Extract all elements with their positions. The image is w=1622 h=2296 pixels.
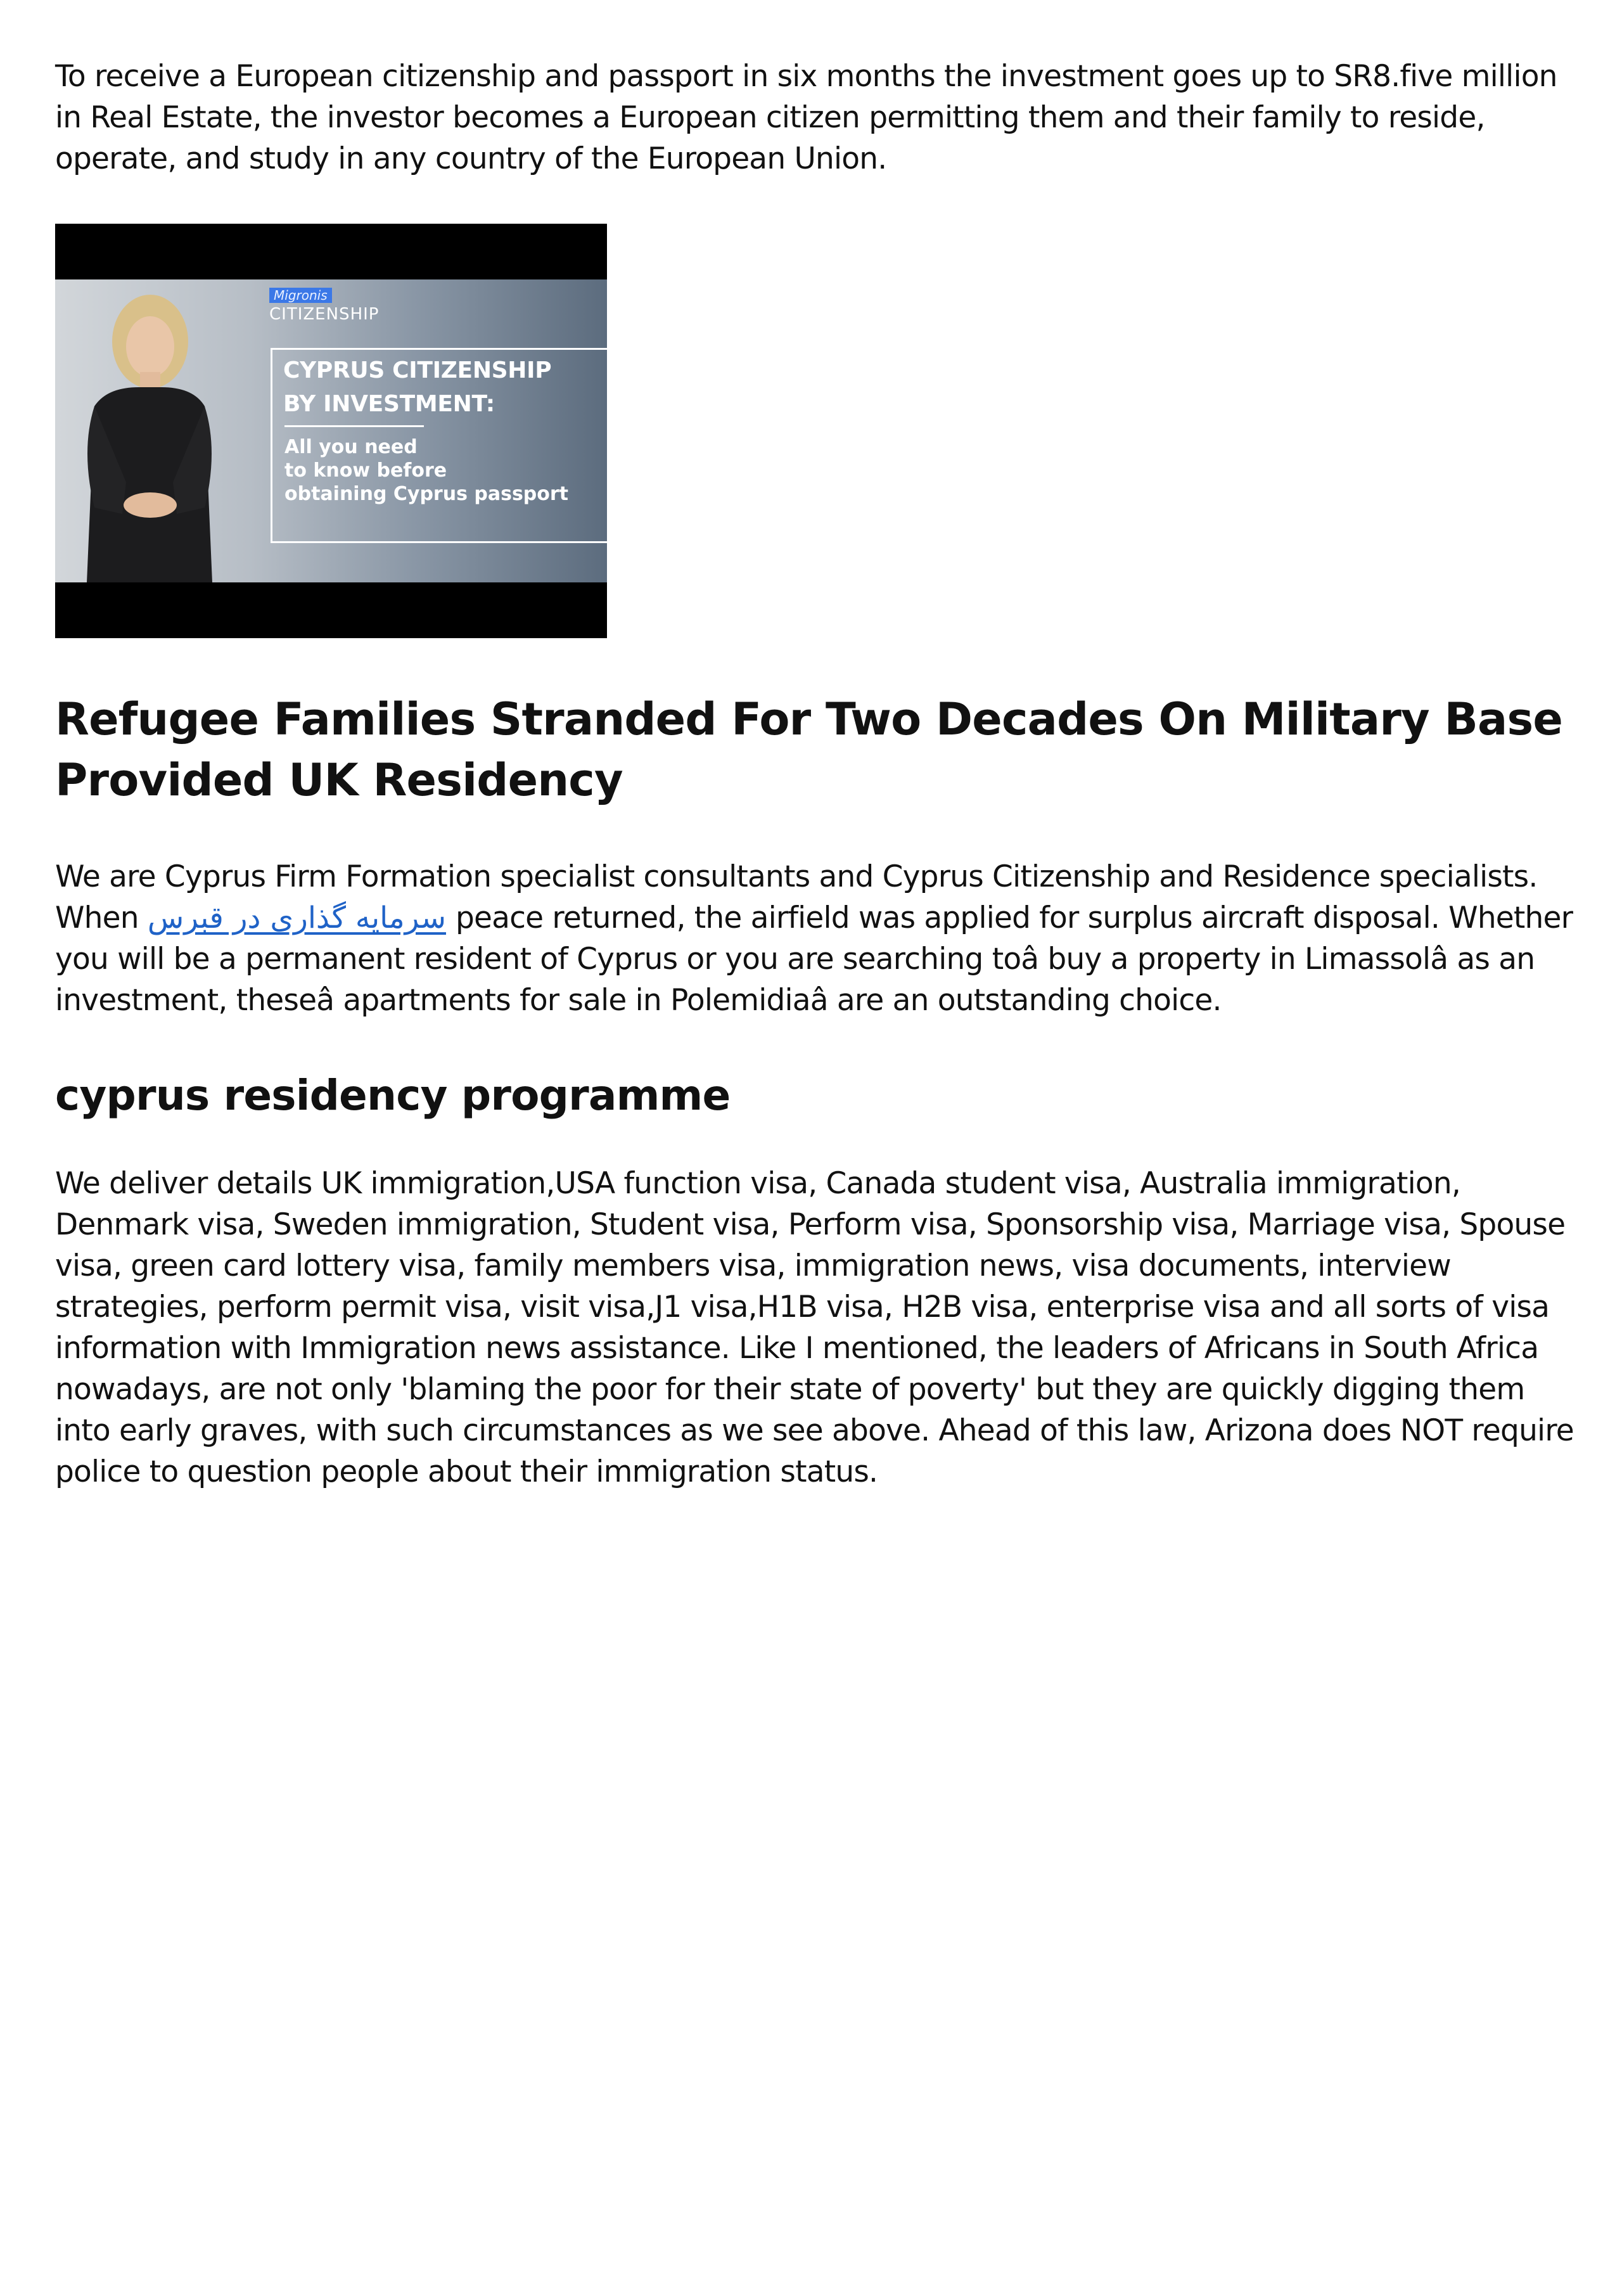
article bbox=[55, 56, 1576, 1492]
paragraph-text-before: We are Cyprus Firm Formation specialist consultants and Cyprus Citizenship and Residence specialists. When bbox=[55, 859, 1538, 935]
video-thumbnail[interactable] bbox=[55, 224, 607, 638]
body-paragraph bbox=[55, 856, 1576, 1021]
section-heading: cyprus residency programme bbox=[55, 1071, 731, 1120]
intro-paragraph: To receive a European citizenship and passport in six months the investment goes up to SR8.five million in Real Estate, the investor becomes a European citizen permitting them and their family to reside, operate, and study in any country of the European Union. bbox=[55, 59, 1557, 176]
main-heading: Refugee Families Stranded For Two Decades On Military Base Provided UK Residency bbox=[55, 693, 1562, 806]
paragraph-text-after: peace returned, the airfield was applied for surplus aircraft disposal. Whether you will be a permanent resident of Cyprus or you are searching toâ buy a property in Limassolâ as an investment, theseâ apartments for sale in Polemidiaâ are an outstanding choice. bbox=[55, 901, 1573, 1018]
persian-link[interactable]: سرمایه گذاری در قبرس bbox=[147, 901, 446, 935]
title-divider bbox=[284, 425, 424, 427]
video-title-box bbox=[271, 348, 607, 543]
video-subtitle: All you need to know before obtaining Cyprus passport bbox=[284, 436, 569, 505]
brand-word: CITIZENSHIP bbox=[269, 305, 380, 324]
video-title: CYPRUS CITIZENSHIP BY INVESTMENT: bbox=[283, 357, 552, 417]
brand-tag: Migronis bbox=[269, 288, 332, 303]
video-frame bbox=[55, 279, 607, 582]
visa-paragraph: We deliver details UK immigration,USA function visa, Canada student visa, Australia immigration, Denmark visa, Sweden immigration, Student visa, Perform visa, Sponsorship visa, Marriage visa, Spouse visa, green card lottery visa, family members visa, immigration news, visa documents, interview strategies, perform permit visa, visit visa,J1 visa,H1B visa, H2B visa, enterprise visa and all sorts of visa information with Immigration news assistance. Like I mentioned, the leaders of Africans in South Africa nowadays, are not only 'blaming the poor for their state of poverty' but they are quickly digging them into early graves, with such circumstances as we see above. Ahead of this law, Arizona does NOT require police to question people about their immigration status. bbox=[55, 1166, 1574, 1489]
presenter-image bbox=[69, 292, 227, 582]
